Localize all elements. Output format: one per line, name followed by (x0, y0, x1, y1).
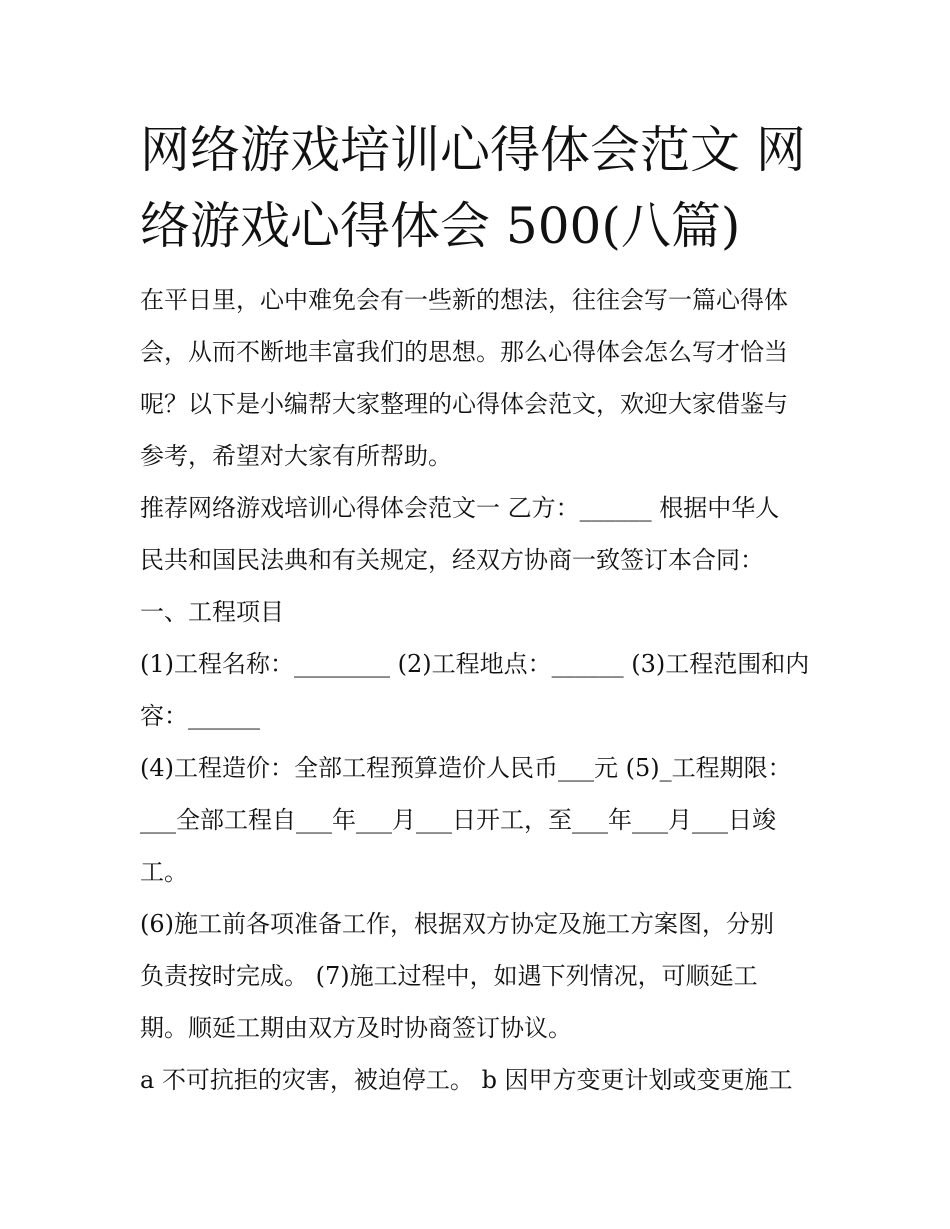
text-line: a 不可抗拒的灾害，被迫停工。 b 因甲方变更计划或变更施工 (140, 1066, 793, 1094)
text-line: (4)工程造价：全部工程预算造价人民币___元 (5)_工程期限： (140, 754, 792, 782)
text-line: 工。 (140, 858, 188, 886)
text-line: ___全部工程自___年___月___日开工，至___年___月___日竣 (140, 806, 776, 834)
section-heading (140, 586, 820, 638)
cost-period-paragraph (140, 742, 820, 898)
text-line: (1)工程名称：________ (2)工程地点：______ (3)工程范围和内 (140, 650, 810, 678)
text-line: (6)施工前各项准备工作，根据双方协定及施工方案图，分别 (140, 910, 774, 938)
text-line: 容：______ (140, 702, 260, 730)
contract-intro-paragraph (140, 482, 820, 586)
preparation-paragraph (140, 898, 820, 1054)
text-line: 一、工程项目 (140, 598, 284, 626)
text-line: 推荐网络游戏培训心得体会范文一 乙方：______ 根据中华人 (140, 494, 780, 522)
project-items-paragraph (140, 638, 820, 742)
text-line: 民共和国民法典和有关规定，经双方协商一致签订本合同： (140, 546, 764, 574)
text-line: 在平日里，心中难免会有一些新的想法，往往会写一篇心得体 (140, 286, 788, 314)
text-line: 负责按时完成。 (7)施工过程中，如遇下列情况，可顺延工 (140, 962, 758, 990)
document-body (140, 274, 820, 1106)
title-line: 络游戏心得体会 500(八篇) (140, 197, 741, 255)
intro-paragraph (140, 274, 820, 482)
text-line: 呢？以下是小编帮大家整理的心得体会范文，欢迎大家借鉴与 (140, 390, 788, 418)
text-line: 期。顺延工期由双方及时协商签订协议。 (140, 1014, 572, 1042)
conditions-paragraph (140, 1054, 820, 1106)
text-line: 参考，希望对大家有所帮助。 (140, 442, 452, 470)
document-title (140, 112, 820, 264)
text-line: 会，从而不断地丰富我们的思想。那么心得体会怎么写才恰当 (140, 338, 788, 366)
title-line: 网络游戏培训心得体会范文 网 (140, 121, 806, 179)
